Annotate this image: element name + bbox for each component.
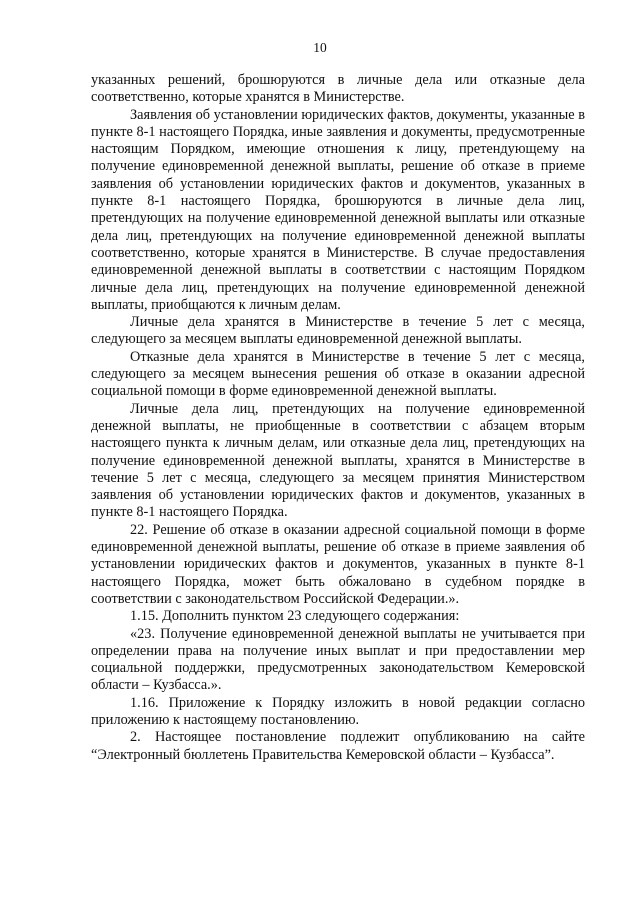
paragraph-clause-22: 22. Решение об отказе в оказании адресной социальной помощи в форме единовременной денежной выплаты, решение об отказе в приеме заявления об установлении юридических фактов и документов, указанных в пункте 8-1 настоящего Порядка, может быть обжаловано в судебном порядке в соответствии с законодательством Российской Федерации.». — [91, 521, 585, 607]
paragraph-item-2-publication: 2. Настоящее постановление подлежит опубликованию на сайте “Электронный бюллетень Правительства Кемеровской области – Кузбасса”. — [91, 729, 585, 763]
paragraph-refusal-files-retention: Отказные дела хранятся в Министерстве в течение 5 лет с месяца, следующего за месяцем вынесения решения об отказе в оказании адресной социальной помощи в форме единовременной денежной выплаты. — [91, 348, 585, 400]
paragraph-clause-23: «23. Получение единовременной денежной выплаты не учитывается при определении права на получение иных выплат и при предоставлении мер социальной поддержки, предусмотренных законодательством Кемеровской области – Кузбасса.». — [91, 625, 585, 694]
paragraph-unattached-files-retention: Личные дела лиц, претендующих на получение единовременной денежной выплаты, не приобщенные в соответствии с абзацем вторым настоящего пункта к личным делам, или отказные дела лиц, претендующих на получение единовременной денежной выплаты, хранятся в Министерстве в течение 5 лет с месяца, следующего за месяцем принятия Министерством заявления об установлении юридических фактов и документов, указанных в пункте 8-1 настоящего Порядка. — [91, 400, 585, 521]
page-number: 10 — [313, 40, 327, 55]
paragraph-continued: указанных решений, брошюруются в личные дела или отказные дела соответственно, которые хранятся в Министерстве. — [91, 72, 585, 106]
document-body — [91, 72, 585, 764]
paragraph-item-1-15: 1.15. Дополнить пунктом 23 следующего содержания: — [130, 608, 460, 625]
paragraph-applications-storage: Заявления об установлении юридических фактов, документы, указанные в пункте 8-1 настоящего Порядка, иные заявления и документы, предусмотренные настоящим Порядком, имеющие отношения к лицу, претендующему на получение единовременной денежной выплаты, решение об отказе в приеме заявления об установлении юридических фактов и документов, указанных в пункте 8-1 настоящего Порядка, брошюруются в личные дела лиц, претендующих на получение единовременной денежной выплаты или отказные дела лиц, претендующих на получение единовременной денежной выплаты соответственно, которые хранятся в Министерстве. В случае предоставления единовременной денежной выплаты в соответствии с настоящим Порядком личные дела лиц, претендующих на получение единовременной денежной выплаты, приобщаются к личным делам. — [91, 106, 585, 313]
paragraph-personal-files-retention: Личные дела хранятся в Министерстве в течение 5 лет с месяца, следующего за месяцем выплаты единовременной денежной выплаты. — [91, 314, 585, 348]
paragraph-item-1-16: 1.16. Приложение к Порядку изложить в новой редакции согласно приложению к настоящему постановлению. — [91, 694, 585, 728]
